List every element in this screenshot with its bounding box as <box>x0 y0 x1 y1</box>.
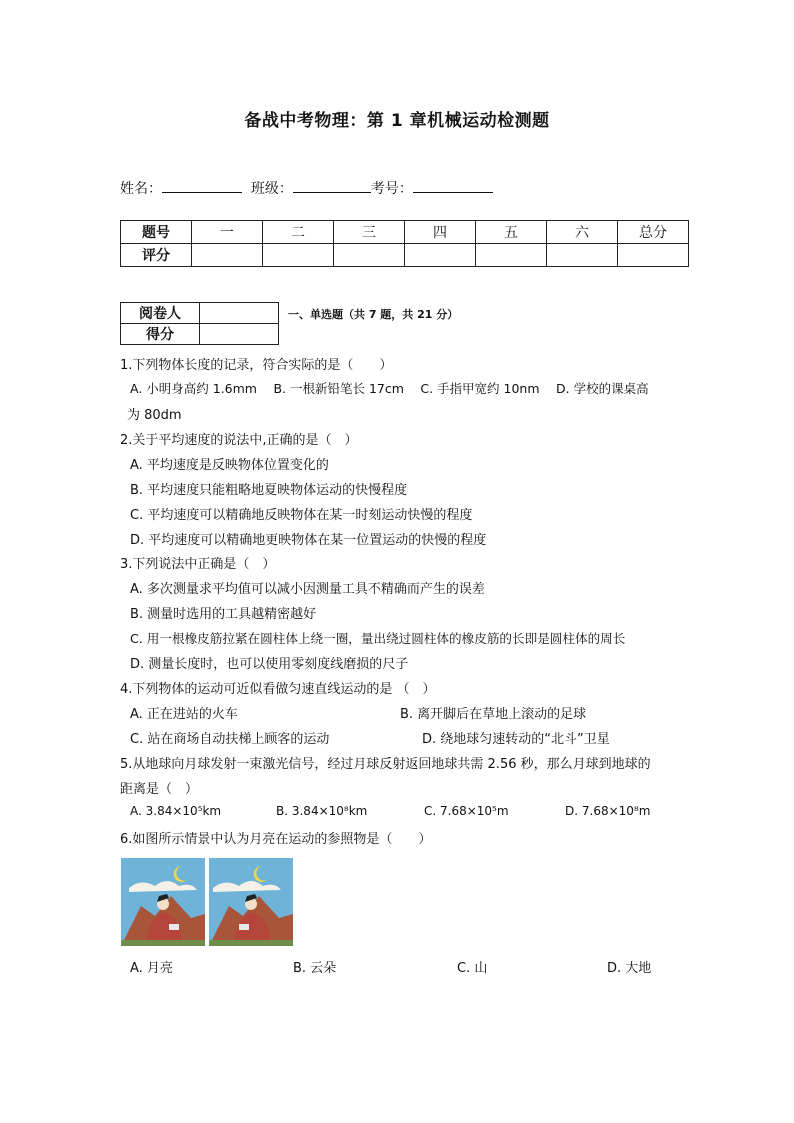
reviewer-score-label: 得分 <box>121 324 200 345</box>
score-table-score-row <box>121 244 689 267</box>
question-1-stem: 1.下列物体长度的记录，符合实际的是（ ） <box>120 358 393 373</box>
score-cell[interactable] <box>405 244 476 267</box>
name-blank[interactable] <box>162 178 242 193</box>
score-header-cell: 四 <box>405 221 476 244</box>
student-info-line <box>120 178 493 198</box>
question-4-stem: 4.下列物体的运动可近似看做匀速直线运动的是 （ ） <box>120 682 436 697</box>
question-1-continuation: 为 80dm <box>127 408 182 423</box>
score-table-header-row <box>121 221 689 244</box>
score-cell[interactable] <box>263 244 334 267</box>
question-4-option-a: A. 正在进站的火车 <box>130 707 238 722</box>
question-3-option-c: C. 用一根橡皮筋拉紧在圆柱体上绕一圈，量出绕过圆柱体的橡皮筋的长即是圆柱体的周长 <box>130 631 626 646</box>
question-3-option-a: A. 多次测量求平均值可以减小因测量工具不精确而产生的误差 <box>130 582 485 597</box>
score-cell[interactable] <box>334 244 405 267</box>
question-5-option-c: C. 7.68×10⁵m <box>424 804 509 818</box>
score-row-label: 评分 <box>121 244 192 267</box>
class-blank[interactable] <box>293 178 371 193</box>
reviewer-table <box>120 302 279 345</box>
question-5-option-a: A. 3.84×10⁵km <box>130 804 222 818</box>
exam-no-label: 考号： <box>370 181 413 197</box>
question-5-stem: 5.从地球向月球发射一束激光信号，经过月球反射返回地球共需 2.56 秒，那么月球到地球的 <box>120 757 651 772</box>
question-4-option-d: D. 绕地球匀速转动的“北斗”卫星 <box>422 732 610 747</box>
score-table <box>120 220 689 267</box>
question-6-option-a: A. 月亮 <box>130 961 173 976</box>
name-label: 姓名： <box>120 181 162 197</box>
scene-image-right <box>209 858 293 946</box>
score-header-cell: 一 <box>192 221 263 244</box>
exam-no-blank[interactable] <box>413 178 493 193</box>
score-header-cell: 三 <box>334 221 405 244</box>
question-6-illustration <box>121 858 289 946</box>
question-2-option-b: B. 平均速度只能粗略地夏映物体运动的快慢程度 <box>130 483 408 498</box>
question-6-option-c: C. 山 <box>457 961 488 976</box>
question-2-option-a: A. 平均速度是反映物体位置变化的 <box>130 458 329 473</box>
question-4-option-b: B. 离开脚后在草地上滚动的足球 <box>400 707 587 722</box>
score-header-cell: 六 <box>547 221 618 244</box>
question-6-option-d: D. 大地 <box>607 961 652 976</box>
question-2-option-d: D. 平均速度可以精确地更映物体在某一位置运动的快慢的程度 <box>130 533 487 548</box>
score-cell[interactable] <box>476 244 547 267</box>
class-label: 班级： <box>250 181 293 197</box>
question-2-option-c: C. 平均速度可以精确地反映物体在某一时刻运动快慢的程度 <box>130 508 473 523</box>
question-3-option-b: B. 测量时选用的工具越精密越好 <box>130 607 317 622</box>
score-header-cell: 题号 <box>121 221 192 244</box>
score-cell[interactable] <box>192 244 263 267</box>
page-title: 备战中考物理：第 1 章机械运动检测题 <box>244 111 550 131</box>
score-header-cell: 总分 <box>618 221 689 244</box>
scene-image-left <box>121 858 205 946</box>
question-4-option-c: C. 站在商场自动扶梯上顾客的运动 <box>130 732 330 747</box>
reviewer-score-cell[interactable] <box>200 324 279 345</box>
question-5-continuation: 距离是（ ） <box>120 782 199 797</box>
question-6-stem: 6.如图所示情景中认为月亮在运动的参照物是（ ） <box>120 832 432 847</box>
question-2-stem: 2.关于平均速度的说法中,正确的是（ ） <box>120 433 358 448</box>
question-5-option-b: B. 3.84×10⁸km <box>276 804 368 818</box>
reviewer-value-cell[interactable] <box>200 303 279 324</box>
score-header-cell: 二 <box>263 221 334 244</box>
question-6-option-b: B. 云朵 <box>293 961 337 976</box>
question-5-option-d: D. 7.68×10⁸m <box>565 804 651 818</box>
score-cell[interactable] <box>547 244 618 267</box>
question-3-stem: 3.下列说法中正确是（ ） <box>120 557 276 572</box>
reviewer-label: 阅卷人 <box>121 303 200 324</box>
section-title: 一、单选题（共 7 题，共 21 分） <box>288 308 459 321</box>
score-cell[interactable] <box>618 244 689 267</box>
question-1-options: A. 小明身高约 1.6mm B. 一根新铅笔长 17cm C. 手指甲宽约 10nm D. 学校的课桌高 <box>130 381 649 396</box>
score-header-cell: 五 <box>476 221 547 244</box>
question-3-option-d: D. 测量长度时，也可以使用零刻度线磨损的尺子 <box>130 657 409 672</box>
